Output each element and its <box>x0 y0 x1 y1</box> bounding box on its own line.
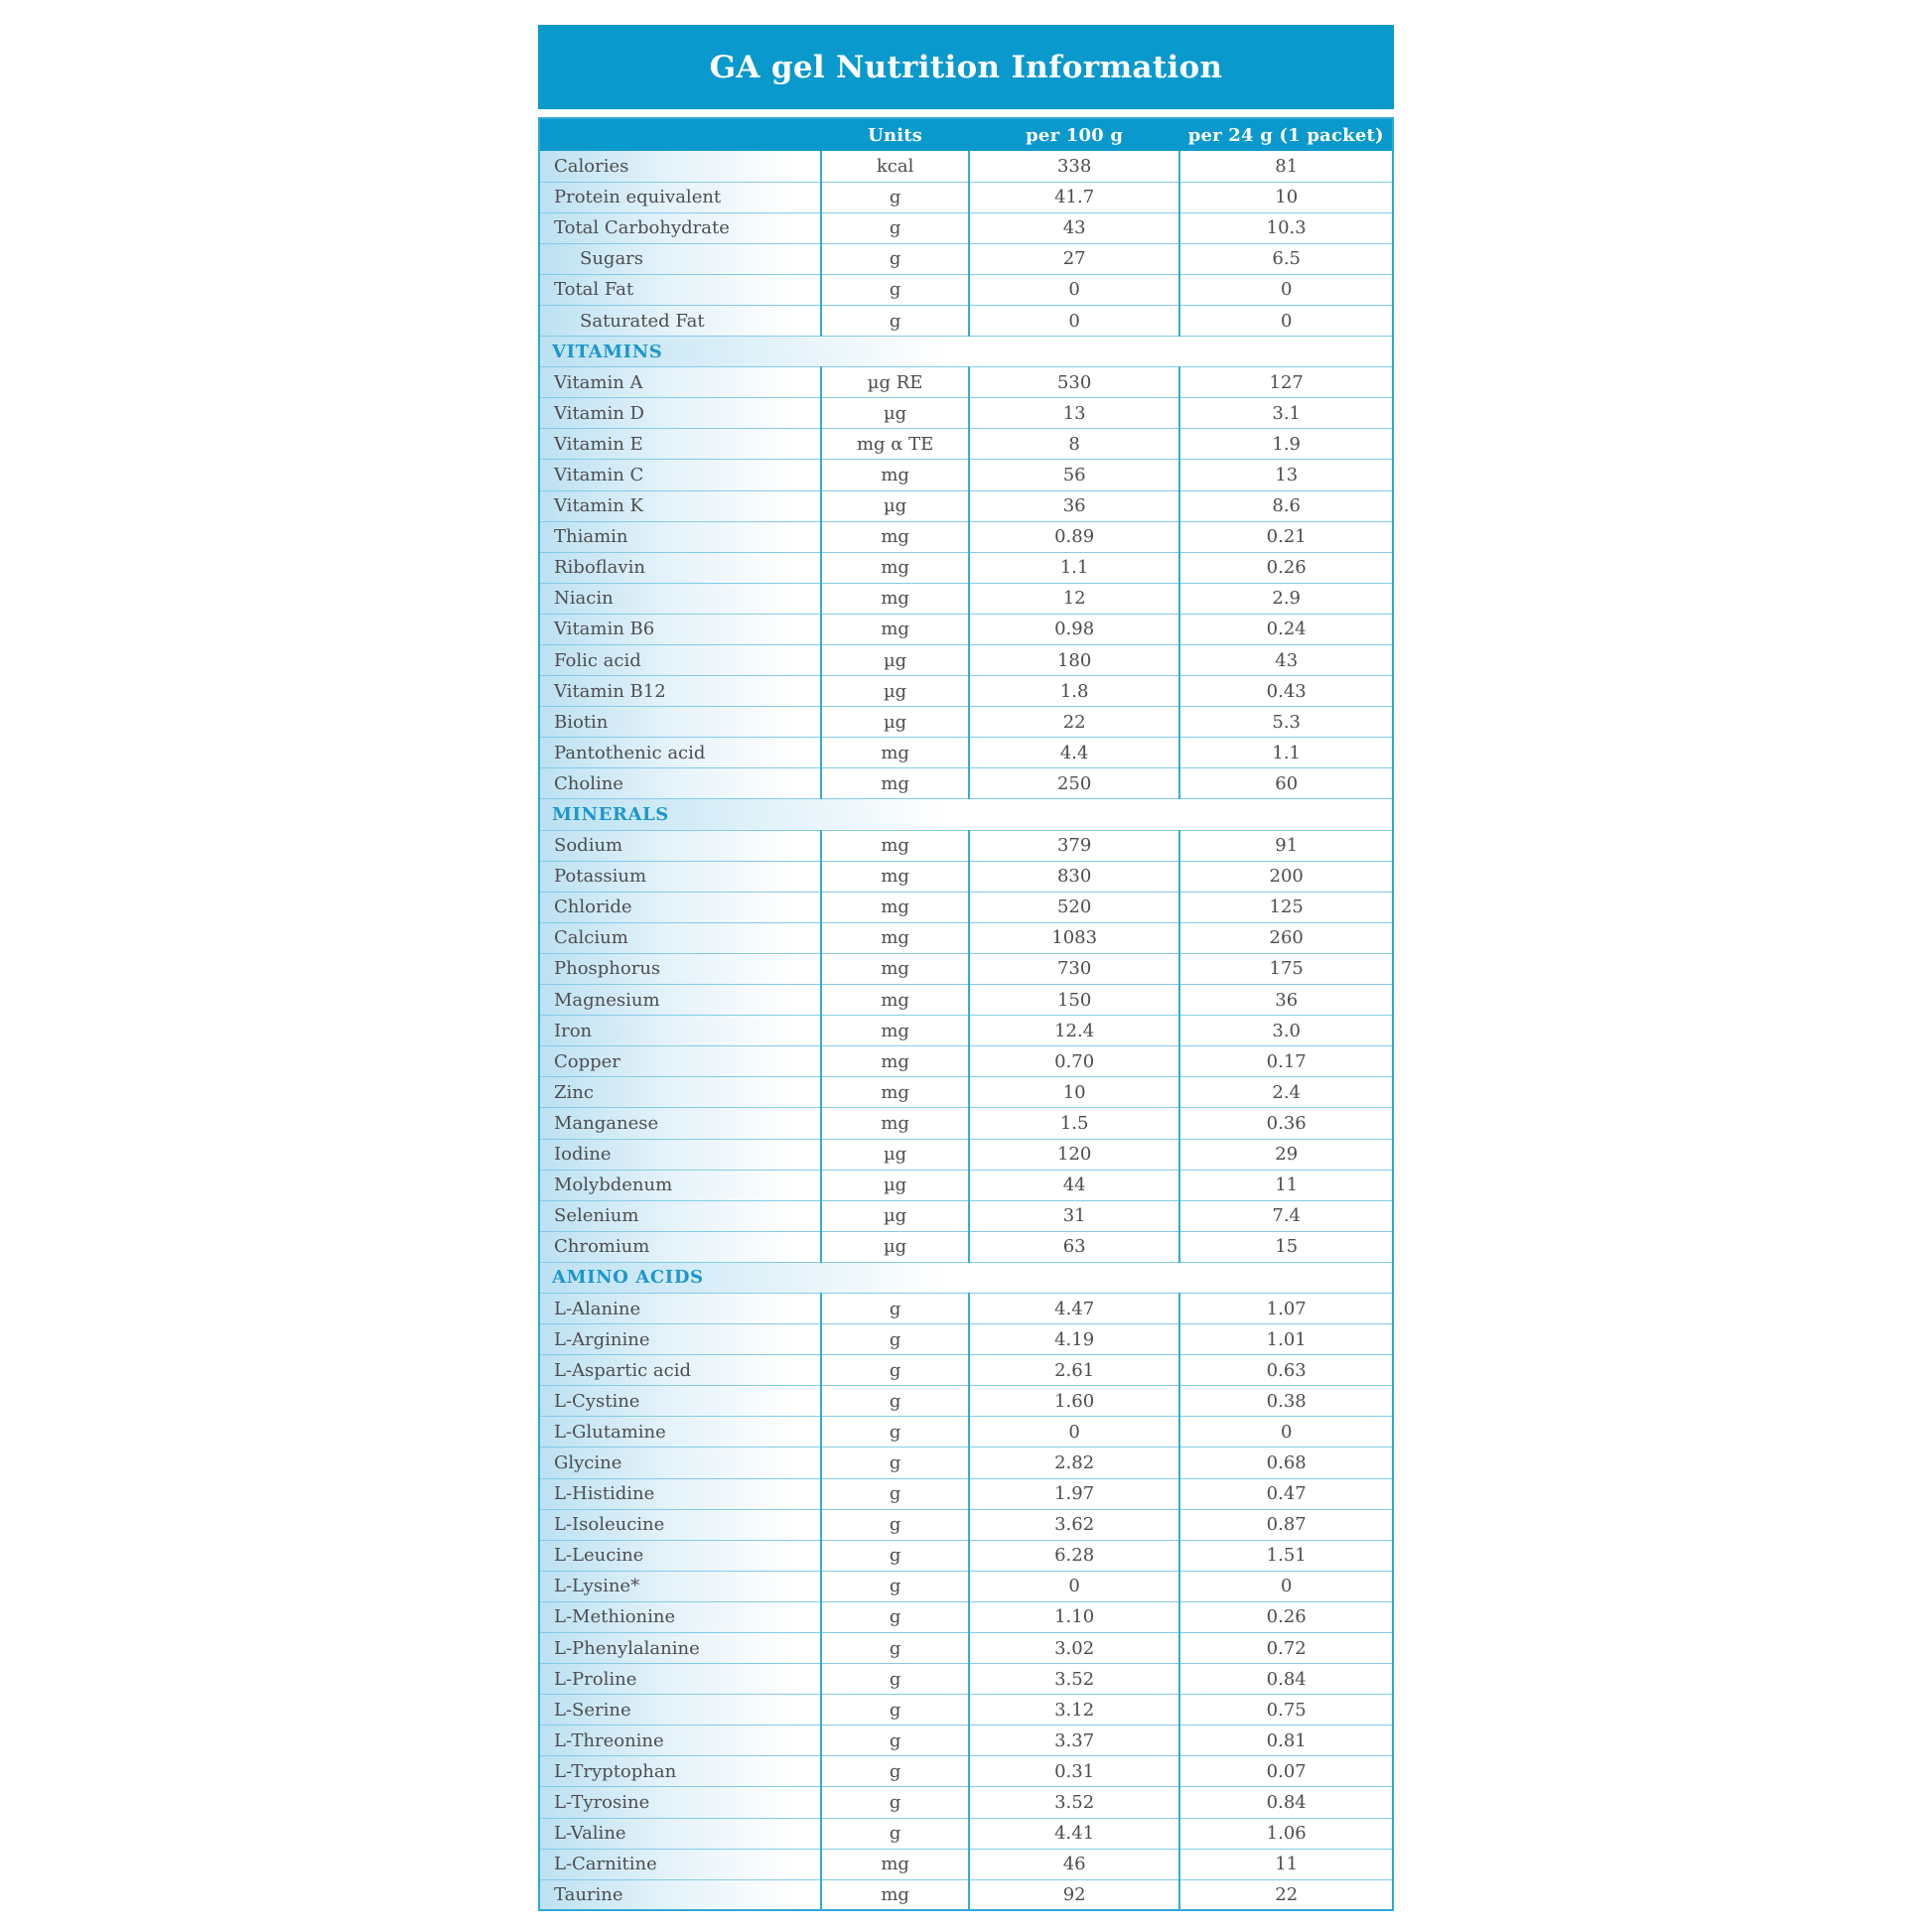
nutrient-value-per-24g: 11 <box>1179 1849 1393 1879</box>
nutrient-value-per-24g: 0.43 <box>1179 676 1393 707</box>
nutrient-value-per-24g: 0 <box>1179 274 1393 305</box>
nutrient-row <box>539 1324 1393 1355</box>
nutrient-value-per-100g: 120 <box>969 1139 1180 1170</box>
nutrient-value-per-100g: 46 <box>969 1849 1180 1879</box>
nutrient-value-per-100g: 43 <box>969 212 1180 243</box>
nutrient-value-per-24g: 15 <box>1179 1231 1393 1262</box>
nutrient-value-per-24g: 0.81 <box>1179 1725 1393 1756</box>
table-title: GA gel Nutrition Information <box>709 49 1223 85</box>
nutrient-value-per-100g: 0 <box>969 1417 1180 1448</box>
nutrient-value-per-24g: 0.47 <box>1179 1478 1393 1509</box>
nutrient-value-per-24g: 0 <box>1179 1417 1393 1448</box>
nutrient-units: g <box>821 1633 969 1664</box>
nutrient-label: Folic acid <box>539 645 821 676</box>
nutrient-value-per-24g: 0.84 <box>1179 1787 1393 1818</box>
nutrient-row <box>539 1046 1393 1077</box>
nutrient-value-per-100g: 338 <box>969 151 1180 182</box>
nutrient-value-per-24g: 0 <box>1179 305 1393 336</box>
nutrient-units: g <box>821 243 969 274</box>
nutrient-units: µg <box>821 707 969 738</box>
nutrient-row <box>539 1756 1393 1787</box>
nutrient-row <box>539 367 1393 398</box>
nutrient-label: Molybdenum <box>539 1170 821 1200</box>
nutrient-row <box>539 707 1393 738</box>
nutrition-grid <box>538 117 1394 1911</box>
nutrient-value-per-100g: 22 <box>969 707 1180 738</box>
nutrient-row <box>539 1016 1393 1046</box>
nutrient-value-per-100g: 27 <box>969 243 1180 274</box>
nutrient-value-per-24g: 5.3 <box>1179 707 1393 738</box>
nutrient-value-per-100g: 0 <box>969 1571 1180 1601</box>
nutrient-value-per-100g: 4.19 <box>969 1324 1180 1355</box>
nutrient-label: L-Alanine <box>539 1293 821 1323</box>
nutrient-label: Magnesium <box>539 985 821 1016</box>
nutrient-row <box>539 521 1393 552</box>
nutrient-value-per-100g: 1.5 <box>969 1108 1180 1139</box>
nutrient-value-per-24g: 1.01 <box>1179 1324 1393 1355</box>
nutrient-units: g <box>821 182 969 212</box>
nutrient-value-per-100g: 3.62 <box>969 1509 1180 1540</box>
nutrient-value-per-100g: 0 <box>969 274 1180 305</box>
nutrient-units: g <box>821 1664 969 1695</box>
nutrient-row <box>539 1293 1393 1323</box>
nutrient-units: g <box>821 1571 969 1601</box>
nutrient-units: µg <box>821 1170 969 1200</box>
nutrient-value-per-100g: 6.28 <box>969 1540 1180 1571</box>
nutrient-units: g <box>821 274 969 305</box>
nutrient-row <box>539 1787 1393 1818</box>
section-label: AMINO ACIDS <box>539 1262 1393 1293</box>
nutrient-value-per-100g: 8 <box>969 429 1180 460</box>
nutrient-row <box>539 1849 1393 1879</box>
nutrient-value-per-100g: 2.82 <box>969 1448 1180 1478</box>
nutrient-row <box>539 830 1393 861</box>
nutrient-units: µg <box>821 490 969 521</box>
nutrient-row <box>539 490 1393 521</box>
nutrient-units: g <box>821 1448 969 1478</box>
nutrient-row <box>539 1355 1393 1386</box>
nutrient-value-per-24g: 1.9 <box>1179 429 1393 460</box>
nutrient-units: mg <box>821 460 969 490</box>
nutrient-units: g <box>821 212 969 243</box>
nutrient-value-per-24g: 2.4 <box>1179 1077 1393 1108</box>
nutrient-row <box>539 861 1393 892</box>
nutrient-label: Biotin <box>539 707 821 738</box>
nutrient-units: mg <box>821 768 969 799</box>
nutrient-row <box>539 953 1393 984</box>
section-row <box>539 799 1393 830</box>
nutrient-label: L-Methionine <box>539 1601 821 1632</box>
nutrient-value-per-24g: 0.17 <box>1179 1046 1393 1077</box>
nutrient-label: L-Tryptophan <box>539 1756 821 1787</box>
nutrient-value-per-100g: 2.61 <box>969 1355 1180 1386</box>
nutrient-row <box>539 1571 1393 1601</box>
nutrient-units: µg <box>821 398 969 429</box>
nutrient-value-per-100g: 1083 <box>969 922 1180 953</box>
nutrient-units: µg <box>821 1139 969 1170</box>
nutrient-value-per-100g: 730 <box>969 953 1180 984</box>
nutrient-row <box>539 892 1393 922</box>
nutrient-label: Potassium <box>539 861 821 892</box>
nutrient-units: g <box>821 1293 969 1323</box>
nutrient-row <box>539 1601 1393 1632</box>
nutrient-row <box>539 922 1393 953</box>
col-header-units: Units <box>868 124 923 146</box>
nutrient-units: g <box>821 1787 969 1818</box>
nutrient-label: L-Lysine* <box>539 1571 821 1601</box>
nutrient-value-per-24g: 3.1 <box>1179 398 1393 429</box>
nutrient-units: mg <box>821 1849 969 1879</box>
nutrient-label: L-Isoleucine <box>539 1509 821 1540</box>
nutrient-label: L-Phenylalanine <box>539 1633 821 1664</box>
nutrient-label: L-Cystine <box>539 1386 821 1417</box>
nutrient-label: L-Tyrosine <box>539 1787 821 1818</box>
nutrient-value-per-100g: 150 <box>969 985 1180 1016</box>
nutrient-units: µg <box>821 1200 969 1231</box>
nutrient-label: Pantothenic acid <box>539 738 821 768</box>
nutrient-label: Calcium <box>539 922 821 953</box>
nutrient-row <box>539 738 1393 768</box>
col-header-nutrient <box>539 118 821 151</box>
nutrient-value-per-24g: 1.07 <box>1179 1293 1393 1323</box>
nutrient-label: Vitamin D <box>539 398 821 429</box>
nutrient-value-per-24g: 8.6 <box>1179 490 1393 521</box>
nutrient-units: g <box>821 1725 969 1756</box>
nutrient-row <box>539 398 1393 429</box>
nutrient-row <box>539 212 1393 243</box>
nutrient-value-per-24g: 81 <box>1179 151 1393 182</box>
nutrient-row <box>539 1448 1393 1478</box>
nutrient-label: L-Threonine <box>539 1725 821 1756</box>
nutrient-label: Taurine <box>539 1879 821 1910</box>
nutrient-value-per-24g: 91 <box>1179 830 1393 861</box>
nutrient-label: Vitamin K <box>539 490 821 521</box>
nutrient-units: g <box>821 1478 969 1509</box>
nutrient-units: µg <box>821 645 969 676</box>
nutrient-label: Sugars <box>539 243 821 274</box>
nutrient-units: g <box>821 1818 969 1849</box>
col-header-per-100g: per 100 g <box>1026 124 1124 146</box>
nutrient-value-per-24g: 0.84 <box>1179 1664 1393 1695</box>
nutrient-label: Vitamin E <box>539 429 821 460</box>
nutrient-value-per-24g: 0.72 <box>1179 1633 1393 1664</box>
nutrient-value-per-100g: 44 <box>969 1170 1180 1200</box>
nutrient-row <box>539 182 1393 212</box>
nutrient-value-per-24g: 0.26 <box>1179 552 1393 583</box>
nutrient-row <box>539 1077 1393 1108</box>
nutrient-label: Total Carbohydrate <box>539 212 821 243</box>
nutrient-units: mg α TE <box>821 429 969 460</box>
nutrient-value-per-100g: 4.47 <box>969 1293 1180 1323</box>
nutrient-value-per-100g: 1.60 <box>969 1386 1180 1417</box>
nutrient-value-per-100g: 4.4 <box>969 738 1180 768</box>
nutrient-units: mg <box>821 521 969 552</box>
nutrient-label: Vitamin C <box>539 460 821 490</box>
nutrient-value-per-100g: 1.8 <box>969 676 1180 707</box>
nutrient-label: L-Proline <box>539 1664 821 1695</box>
nutrient-value-per-100g: 1.10 <box>969 1601 1180 1632</box>
nutrient-value-per-24g: 29 <box>1179 1139 1393 1170</box>
nutrient-units: g <box>821 1601 969 1632</box>
nutrient-label: L-Histidine <box>539 1478 821 1509</box>
nutrient-value-per-100g: 4.41 <box>969 1818 1180 1849</box>
nutrient-label: Saturated Fat <box>539 305 821 336</box>
nutrient-units: mg <box>821 552 969 583</box>
nutrient-value-per-100g: 3.52 <box>969 1787 1180 1818</box>
nutrient-label: L-Leucine <box>539 1540 821 1571</box>
nutrient-units: mg <box>821 1016 969 1046</box>
nutrient-row <box>539 274 1393 305</box>
nutrient-row <box>539 1231 1393 1262</box>
nutrient-value-per-100g: 3.12 <box>969 1695 1180 1725</box>
nutrient-value-per-24g: 22 <box>1179 1879 1393 1910</box>
nutrient-units: µg <box>821 676 969 707</box>
nutrient-value-per-100g: 1.97 <box>969 1478 1180 1509</box>
nutrient-value-per-100g: 830 <box>969 861 1180 892</box>
nutrient-units: mg <box>821 1879 969 1910</box>
nutrient-row <box>539 614 1393 644</box>
nutrient-value-per-24g: 0.26 <box>1179 1601 1393 1632</box>
nutrient-units: g <box>821 1324 969 1355</box>
nutrient-value-per-100g: 250 <box>969 768 1180 799</box>
nutrient-row <box>539 583 1393 614</box>
nutrient-value-per-100g: 31 <box>969 1200 1180 1231</box>
nutrient-label: Sodium <box>539 830 821 861</box>
nutrient-value-per-100g: 0 <box>969 305 1180 336</box>
nutrient-label: L-Arginine <box>539 1324 821 1355</box>
nutrient-value-per-100g: 3.02 <box>969 1633 1180 1664</box>
nutrient-value-per-100g: 0.89 <box>969 521 1180 552</box>
nutrient-units: g <box>821 1355 969 1386</box>
nutrient-label: Thiamin <box>539 521 821 552</box>
nutrient-value-per-24g: 36 <box>1179 985 1393 1016</box>
nutrient-label: Vitamin B6 <box>539 614 821 644</box>
nutrient-value-per-24g: 0.36 <box>1179 1108 1393 1139</box>
nutrient-row <box>539 676 1393 707</box>
nutrient-row <box>539 1879 1393 1910</box>
nutrient-value-per-100g: 12 <box>969 583 1180 614</box>
nutrient-row <box>539 1725 1393 1756</box>
nutrient-value-per-100g: 92 <box>969 1879 1180 1910</box>
nutrient-value-per-24g: 0.87 <box>1179 1509 1393 1540</box>
nutrient-value-per-100g: 379 <box>969 830 1180 861</box>
nutrient-value-per-100g: 56 <box>969 460 1180 490</box>
nutrient-label: Vitamin B12 <box>539 676 821 707</box>
nutrient-units: g <box>821 305 969 336</box>
nutrient-row <box>539 1664 1393 1695</box>
nutrient-label: Manganese <box>539 1108 821 1139</box>
nutrient-row <box>539 768 1393 799</box>
nutrient-label: Selenium <box>539 1200 821 1231</box>
nutrient-value-per-24g: 200 <box>1179 861 1393 892</box>
nutrient-units: mg <box>821 922 969 953</box>
nutrient-label: Protein equivalent <box>539 182 821 212</box>
nutrient-units: mg <box>821 583 969 614</box>
nutrient-label: L-Aspartic acid <box>539 1355 821 1386</box>
nutrient-row <box>539 429 1393 460</box>
nutrition-table <box>538 25 1394 1911</box>
nutrient-value-per-24g: 0.38 <box>1179 1386 1393 1417</box>
nutrient-row <box>539 1417 1393 1448</box>
nutrient-units: mg <box>821 614 969 644</box>
nutrient-value-per-24g: 0.63 <box>1179 1355 1393 1386</box>
nutrient-value-per-100g: 63 <box>969 1231 1180 1262</box>
nutrient-value-per-24g: 0.75 <box>1179 1695 1393 1725</box>
nutrient-row <box>539 1509 1393 1540</box>
nutrient-units: mg <box>821 953 969 984</box>
nutrient-units: mg <box>821 892 969 922</box>
section-label: MINERALS <box>539 799 1393 830</box>
nutrient-label: Iron <box>539 1016 821 1046</box>
nutrient-value-per-24g: 43 <box>1179 645 1393 676</box>
nutrient-value-per-24g: 260 <box>1179 922 1393 953</box>
nutrient-label: L-Glutamine <box>539 1417 821 1448</box>
header-row <box>539 118 1393 151</box>
nutrient-value-per-100g: 0.98 <box>969 614 1180 644</box>
nutrient-value-per-24g: 6.5 <box>1179 243 1393 274</box>
nutrient-value-per-100g: 0.70 <box>969 1046 1180 1077</box>
nutrient-units: µg RE <box>821 367 969 398</box>
nutrient-row <box>539 1170 1393 1200</box>
nutrient-units: mg <box>821 1108 969 1139</box>
nutrient-row <box>539 645 1393 676</box>
nutrient-units: g <box>821 1509 969 1540</box>
nutrient-row <box>539 243 1393 274</box>
nutrient-value-per-24g: 10 <box>1179 182 1393 212</box>
nutrient-label: Choline <box>539 768 821 799</box>
nutrient-row <box>539 1540 1393 1571</box>
nutrient-row <box>539 985 1393 1016</box>
nutrient-value-per-100g: 520 <box>969 892 1180 922</box>
nutrient-value-per-100g: 10 <box>969 1077 1180 1108</box>
nutrient-label: Iodine <box>539 1139 821 1170</box>
nutrient-units: kcal <box>821 151 969 182</box>
section-row <box>539 1262 1393 1293</box>
nutrient-row <box>539 1139 1393 1170</box>
nutrient-value-per-100g: 530 <box>969 367 1180 398</box>
nutrient-value-per-24g: 1.06 <box>1179 1818 1393 1849</box>
nutrient-label: Niacin <box>539 583 821 614</box>
nutrient-units: µg <box>821 1231 969 1262</box>
nutrient-row <box>539 460 1393 490</box>
nutrient-label: Riboflavin <box>539 552 821 583</box>
nutrient-units: g <box>821 1417 969 1448</box>
nutrient-units: g <box>821 1386 969 1417</box>
nutrient-units: g <box>821 1756 969 1787</box>
nutrient-value-per-24g: 1.51 <box>1179 1540 1393 1571</box>
nutrient-value-per-100g: 1.1 <box>969 552 1180 583</box>
nutrient-value-per-24g: 11 <box>1179 1170 1393 1200</box>
nutrient-value-per-24g: 125 <box>1179 892 1393 922</box>
nutrient-label: L-Serine <box>539 1695 821 1725</box>
nutrient-value-per-24g: 175 <box>1179 953 1393 984</box>
nutrient-value-per-100g: 180 <box>969 645 1180 676</box>
nutrient-units: g <box>821 1695 969 1725</box>
nutrient-value-per-24g: 13 <box>1179 460 1393 490</box>
nutrient-row <box>539 1695 1393 1725</box>
nutrient-label: L-Valine <box>539 1818 821 1849</box>
nutrient-value-per-24g: 60 <box>1179 768 1393 799</box>
nutrient-label: Chloride <box>539 892 821 922</box>
nutrient-value-per-100g: 13 <box>969 398 1180 429</box>
nutrient-label: Glycine <box>539 1448 821 1478</box>
nutrient-row <box>539 1108 1393 1139</box>
nutrient-value-per-24g: 3.0 <box>1179 1016 1393 1046</box>
nutrient-value-per-100g: 12.4 <box>969 1016 1180 1046</box>
nutrient-value-per-100g: 36 <box>969 490 1180 521</box>
nutrient-label: Vitamin A <box>539 367 821 398</box>
nutrient-label: Total Fat <box>539 274 821 305</box>
nutrient-value-per-24g: 0.21 <box>1179 521 1393 552</box>
nutrient-units: mg <box>821 1046 969 1077</box>
nutrient-row <box>539 1818 1393 1849</box>
nutrient-label: Zinc <box>539 1077 821 1108</box>
nutrient-row <box>539 1633 1393 1664</box>
nutrient-value-per-24g: 10.3 <box>1179 212 1393 243</box>
nutrient-value-per-100g: 3.37 <box>969 1725 1180 1756</box>
nutrient-units: mg <box>821 1077 969 1108</box>
nutrient-value-per-24g: 7.4 <box>1179 1200 1393 1231</box>
section-label: VITAMINS <box>539 337 1393 367</box>
nutrient-value-per-100g: 3.52 <box>969 1664 1180 1695</box>
nutrient-label: L-Carnitine <box>539 1849 821 1879</box>
nutrient-value-per-100g: 0.31 <box>969 1756 1180 1787</box>
nutrient-row <box>539 1200 1393 1231</box>
nutrient-value-per-24g: 2.9 <box>1179 583 1393 614</box>
col-header-per-24g: per 24 g (1 packet) <box>1187 124 1384 146</box>
nutrient-units: mg <box>821 985 969 1016</box>
nutrient-value-per-24g: 0.24 <box>1179 614 1393 644</box>
table-title-bar <box>538 25 1394 109</box>
nutrient-value-per-24g: 1.1 <box>1179 738 1393 768</box>
nutrient-label: Calories <box>539 151 821 182</box>
nutrient-units: mg <box>821 738 969 768</box>
nutrient-label: Chromium <box>539 1231 821 1262</box>
nutrient-units: mg <box>821 861 969 892</box>
nutrient-value-per-24g: 0 <box>1179 1571 1393 1601</box>
nutrient-value-per-100g: 41.7 <box>969 182 1180 212</box>
nutrient-row <box>539 1478 1393 1509</box>
nutrient-row <box>539 552 1393 583</box>
nutrient-value-per-24g: 127 <box>1179 367 1393 398</box>
section-row <box>539 337 1393 367</box>
nutrient-value-per-24g: 0.07 <box>1179 1756 1393 1787</box>
nutrient-row <box>539 1386 1393 1417</box>
nutrient-row <box>539 151 1393 182</box>
nutrient-value-per-24g: 0.68 <box>1179 1448 1393 1478</box>
nutrient-units: mg <box>821 830 969 861</box>
nutrient-label: Copper <box>539 1046 821 1077</box>
nutrient-units: g <box>821 1540 969 1571</box>
nutrient-row <box>539 305 1393 336</box>
nutrient-label: Phosphorus <box>539 953 821 984</box>
